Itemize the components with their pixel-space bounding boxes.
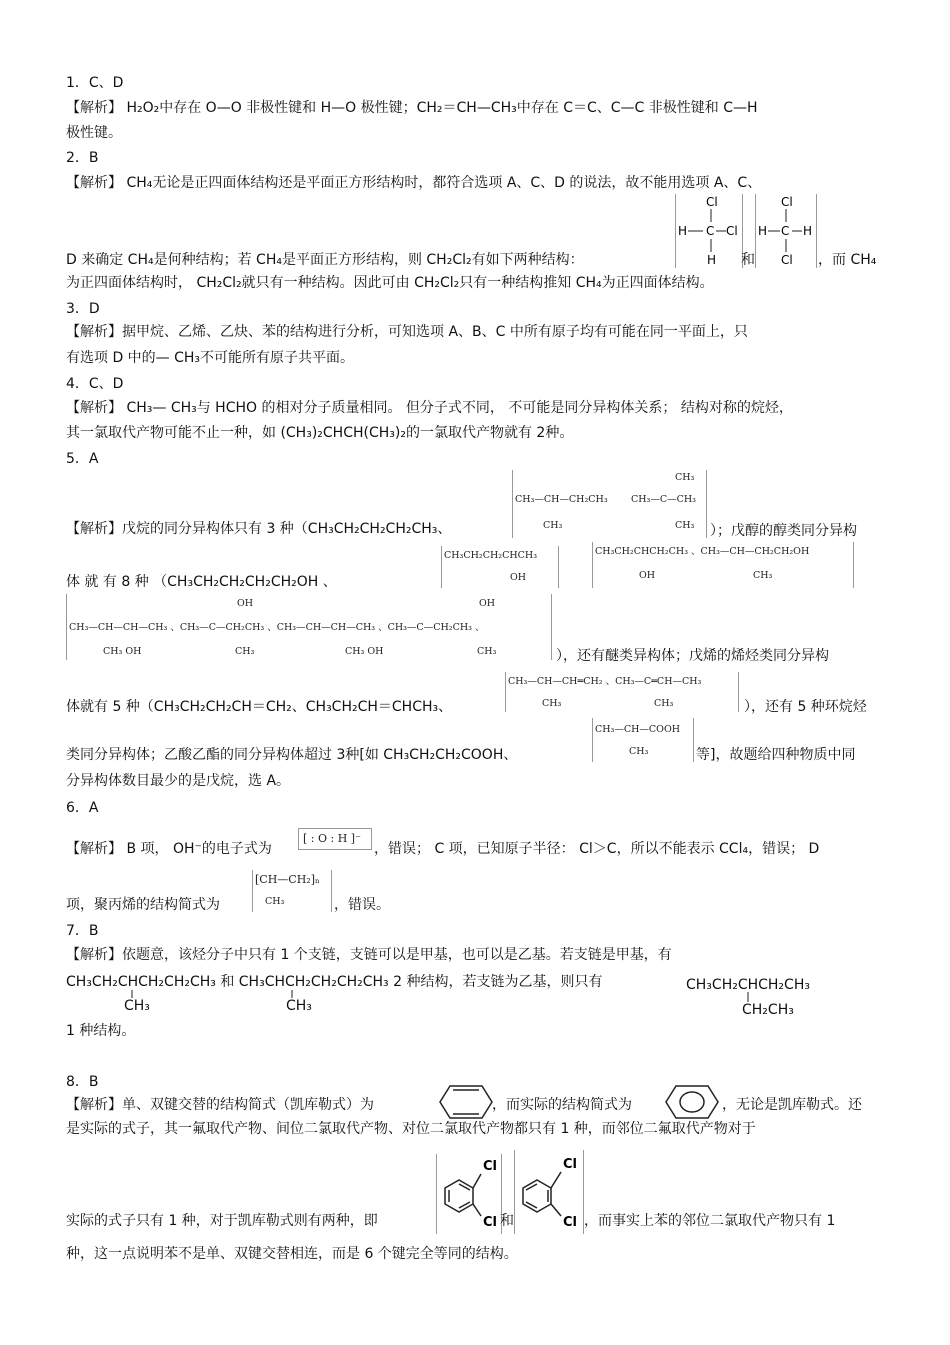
ethyl-sub: CH₂CH₃ (742, 1002, 794, 1018)
cl-label: Cl (563, 1215, 577, 1230)
oh-top: OH (479, 598, 496, 609)
ch3-sub: CH₃ (629, 746, 649, 757)
h-label: H (707, 253, 717, 267)
methyl-sub-a: CH₃ (124, 998, 150, 1014)
analysis-5-tail: ）；戊醇的醇类同分异构 (710, 523, 857, 539)
cl-label: Cl (563, 1157, 577, 1172)
benzene-ring-icon (664, 1083, 720, 1121)
answer-4: 4．C、D (66, 376, 124, 392)
c-label: C (706, 224, 715, 238)
analysis-5f: 分异构体数目最少的是戊烷，选 A。 (66, 773, 291, 789)
pentanol-3: CH₃CH₂CHCH₂CH₃ 、CH₃—CH—CH₂CH₂OH (595, 546, 810, 557)
answer-6: 6．A (66, 800, 99, 816)
pp-row: [CH—CH₂]ₙ (255, 873, 320, 886)
analysis-8-mid: ，而实际的结构简式为 (492, 1097, 632, 1113)
oh-sub: OH (639, 570, 656, 581)
cl-label: Cl (726, 224, 738, 238)
kekule-benzene-icon (438, 1083, 494, 1121)
analysis-2c: 为正四面体结构时， CH₂Cl₂就只有一种结构。因此可由 CH₂Cl₂只有一种结构推知 CH₄为正四面体结构。 (66, 275, 714, 291)
analysis-1: 【解析】 H₂O₂中存在 O—O 非极性键和 H—O 极性键；CH₂＝CH—CH₃中存在 C＝C、C—C 非极性键和 C—H (66, 100, 758, 116)
ethyl-compound: CH₃CH₂CHCH₂CH₃ (686, 977, 810, 993)
and-text: 和 (741, 252, 755, 268)
analysis-5e-tail: 等]，故题给四种物质中同 (696, 747, 856, 763)
answer-3: 3．D (66, 301, 100, 317)
analysis-4: 【解析】 CH₃— CH₃与 HCHO 的相对分子质量相同。 但分子式不同， 不可能是同分异构体关系； 结构对称的烷烃， (66, 400, 793, 416)
analysis-4b: 其一氯取代产物可能不止一种，如 (CH₃)₂CHCH(CH₃)₂的一氯取代产物就有 2种。 (66, 425, 574, 441)
oh-top: OH (237, 598, 254, 609)
analysis-5: 【解析】戊烷的同分异构体只有 3 种（CH₃CH₂CH₂CH₂CH₃、 (66, 521, 452, 537)
analysis-1b: 极性键。 (66, 125, 122, 141)
neo-pentane: CH₃—C—CH₃ (631, 494, 696, 505)
sub-row: CH₃ OH (345, 646, 384, 657)
analysis-2: 【解析】 CH₄无论是正四面体结构还是平面正方形结构时，都符合选项 A、C、D 的说法，故不能用选项 A、C、 (66, 175, 762, 191)
iso-pentane: CH₃—CH—CH₂CH₃ (515, 494, 608, 505)
h-label: H (678, 224, 688, 238)
analysis-7b: CH₃CH₂CHCH₂CH₂CH₃ 和 CH₃CHCH₂CH₂CH₂CH₃ 2 种结构，若支链为乙基，则只有 (66, 974, 603, 990)
h-label: H (758, 224, 768, 238)
then-ch4-text: ，而 CH₄ (818, 252, 877, 268)
dichloro-kekule-a (436, 1154, 502, 1234)
cl-label: Cl (483, 1215, 497, 1230)
analysis-8b: 是实际的式子，其一氟取代产物、间位二氯取代产物、对位二氯取代产物都只有 1 种，而邻位二氟取代产物对于 (66, 1121, 756, 1137)
iso-sub: CH₃ (543, 520, 563, 531)
c-label: C (781, 224, 790, 238)
analysis-5d-tail: ），还有 5 种环烷烃 (744, 699, 867, 715)
pentanol-2: CH₃CH₂CH₂CHCH₃ (444, 550, 538, 561)
analysis-6b-tail: ，错误。 (334, 897, 390, 913)
analysis-5d: 体就有 5 种（CH₃CH₂CH₂CH＝CH₂、CH₃CH₂CH＝CHCH₃、 (66, 699, 453, 715)
analysis-8-tail: ，无论是凯库勒式。还 (722, 1097, 862, 1113)
analysis-3b: 有选项 D 中的— CH₃不可能所有原子共平面。 (66, 350, 355, 366)
sub-ch3: CH₃ (235, 646, 255, 657)
cl-label: Cl (706, 195, 718, 209)
cl-label: Cl (781, 253, 793, 267)
answer-2: 2．B (66, 150, 99, 166)
analysis-8c: 实际的式子只有 1 种，对于凯库勒式则有两种，即 (66, 1213, 378, 1229)
neo-top: CH₃ (675, 472, 695, 483)
pentanol-row: CH₃—CH—CH—CH₃ 、CH₃—C—CH₂CH₃ 、CH₃—CH—CH—CH₃ 、CH₃—C—CH₂CH₃ 、 (69, 622, 485, 633)
answer-7: 7．B (66, 923, 99, 939)
cl-label: Cl (781, 195, 793, 209)
h-label: H (803, 224, 813, 238)
ch3-sub: CH₃ (753, 570, 773, 581)
analysis-8d: 种，这一点说明苯不是单、双键交替相连，而是 6 个键完全等同的结构。 (66, 1246, 518, 1262)
acid-row: CH₃—CH—COOH (595, 724, 681, 735)
analysis-7c: 1 种结构。 (66, 1023, 136, 1039)
answer-8: 8．B (66, 1074, 99, 1090)
analysis-8: 【解析】单、双键交替的结构简式（凯库勒式）为 (66, 1097, 374, 1113)
analysis-5c: ），还有醚类异构体；戊烯的烯烃类同分异构 (556, 648, 829, 664)
answer-1: 1．C、D (66, 75, 124, 91)
analysis-6-tail: ，错误； C 项，已知原子半径： Cl＞C，所以不能表示 CCl₄，错误； D (374, 841, 820, 857)
analysis-8c-tail: ，而事实上苯的邻位二氯取代产物只有 1 (584, 1213, 836, 1229)
cl-label: Cl (483, 1159, 497, 1174)
answer-5: 5．A (66, 451, 99, 467)
pentene-row: CH₃—CH—CH═CH₂ 、CH₃—C═CH—CH₃ (508, 676, 702, 687)
analysis-6: 【解析】 B 项， OH⁻的电子式为 (66, 841, 272, 857)
sub-ch3: CH₃ (477, 646, 497, 657)
methyl-sub-b: CH₃ (286, 998, 312, 1014)
sub-row: CH₃ OH (103, 646, 142, 657)
oh-sub: OH (510, 572, 527, 583)
ch3-sub: CH₃ (265, 896, 285, 907)
ch3-sub: CH₃ (654, 698, 674, 709)
analysis-2b: D 来确定 CH₄是何种结构；若 CH₄是平面正方形结构，则 CH₂Cl₂有如下两种结构： (66, 252, 584, 268)
analysis-5b: 体 就 有 8 种 （CH₃CH₂CH₂CH₂CH₂OH 、 (66, 574, 337, 590)
dichloro-kekule-b (514, 1150, 584, 1234)
ch3-sub: CH₃ (542, 698, 562, 709)
analysis-5e: 类同分异构体；乙酸乙酯的同分异构体超过 3种[如 CH₃CH₂CH₂COOH、 (66, 747, 518, 763)
analysis-7: 【解析】依题意，该烃分子中只有 1 个支链，支链可以是甲基，也可以是乙基。若支链是甲基，有 (66, 947, 672, 963)
analysis-6b: 项，聚丙烯的结构简式为 (66, 897, 220, 913)
neo-bot: CH₃ (675, 520, 695, 531)
oh-electron-text: [ : O : H ]⁻ (303, 832, 361, 845)
analysis-3: 【解析】据甲烷、乙烯、乙炔、苯的结构进行分析，可知选项 A、B、C 中所有原子均有可能在同一平面上，只 (66, 324, 748, 340)
and-text: 和 (500, 1213, 514, 1229)
